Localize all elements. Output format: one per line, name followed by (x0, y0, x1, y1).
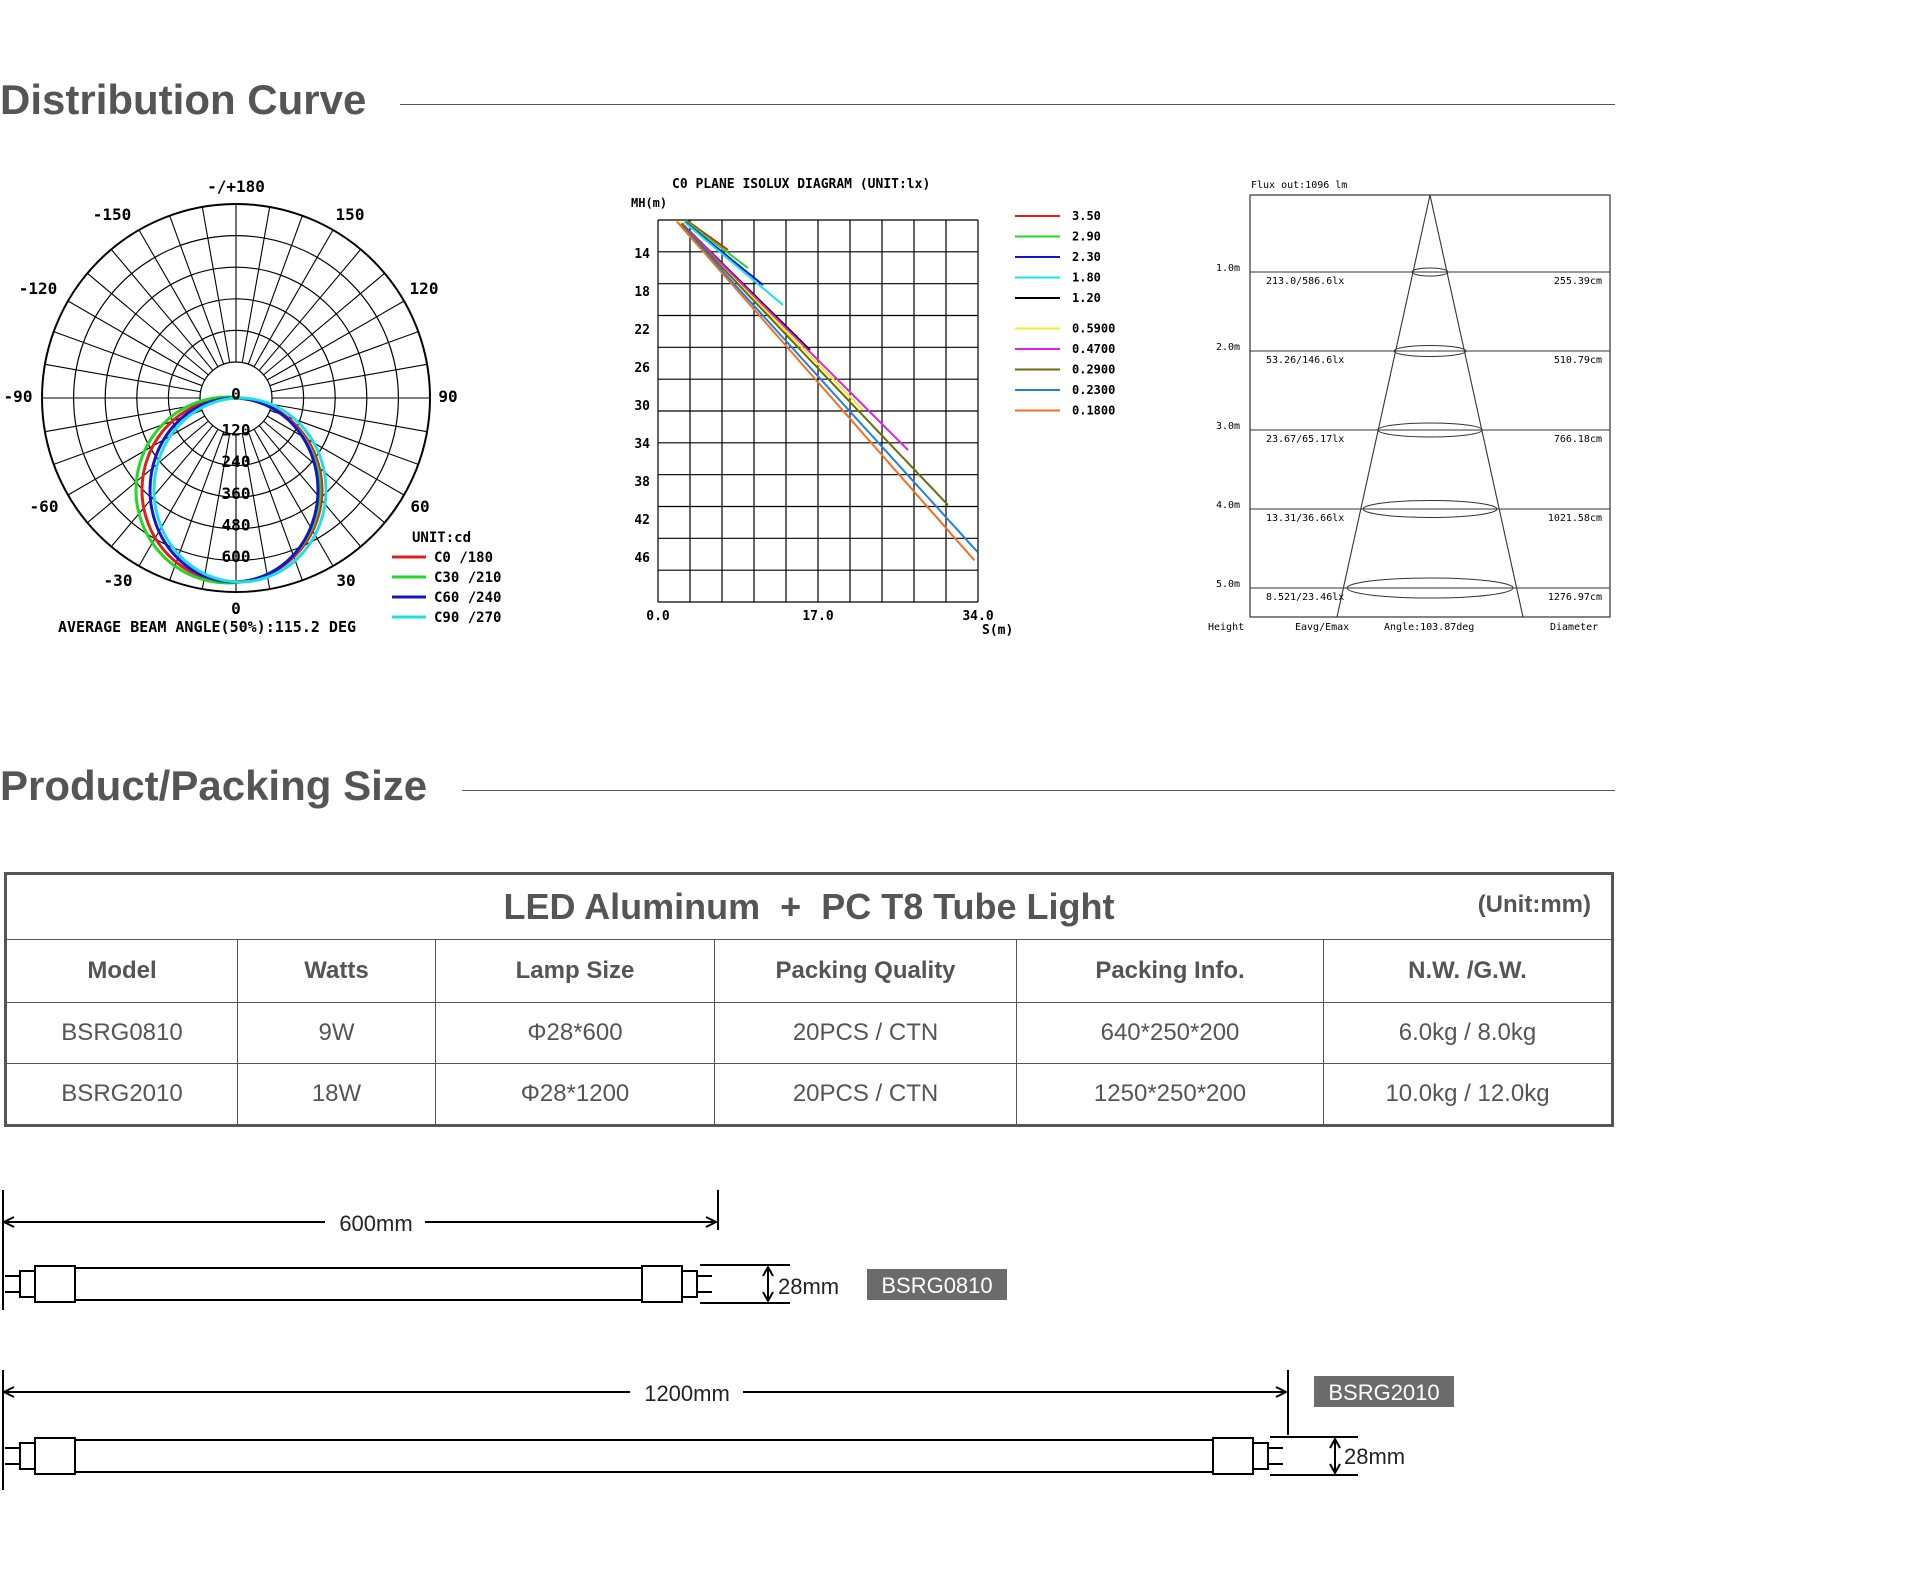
cone-height-label: 2.0m (1216, 342, 1241, 353)
polar-spoke (242, 207, 269, 363)
isolux-legend-label: 0.2300 (1072, 383, 1116, 397)
col-header-lamp-size: Lamp Size (436, 940, 715, 1003)
polar-angle-label: 0 (231, 599, 241, 618)
isolux-legend-label: 3.50 (1072, 209, 1101, 223)
cone-rows (1216, 263, 1602, 603)
polar-angle-label: 90 (438, 387, 458, 406)
table-row (6, 1064, 1613, 1126)
long-model-label: BSRG2010 (1328, 1380, 1440, 1405)
spec-table (4, 872, 1614, 1127)
polar-radial-label: 120 (221, 420, 251, 440)
cone-diameter-label: 1276.97cm (1547, 592, 1602, 603)
cone-eavg-label: 213.0/586.6lx (1266, 276, 1345, 287)
polar-spoke (54, 332, 202, 386)
polar-legend-label: C60 /240 (434, 590, 502, 606)
polar-legend-label: C30 /210 (434, 570, 502, 586)
cone-diameter-label: 510.79cm (1553, 355, 1602, 366)
polar-angle-label: 150 (335, 205, 365, 224)
isolux-y-ticks (634, 247, 650, 566)
cell-model: BSRG2010 (6, 1064, 238, 1126)
short-length-label: 600mm (339, 1211, 413, 1236)
isolux-contour-8 (684, 228, 978, 552)
polar-spoke (170, 216, 224, 364)
isolux-y-tick: 26 (634, 361, 650, 376)
cone-diameter-label: 1021.58cm (1547, 513, 1602, 524)
cell-model: BSRG0810 (6, 1003, 238, 1064)
isolux-x-tick: 0.0 (646, 609, 670, 624)
polar-angle-label: 30 (336, 571, 356, 590)
isolux-y-tick: 46 (634, 551, 650, 566)
polar-spoke (248, 216, 302, 364)
cone-height-label: 3.0m (1216, 421, 1241, 432)
cell-watts: 18W (238, 1064, 436, 1126)
long-length-label: 1200mm (644, 1381, 730, 1406)
isolux-y-tick: 42 (634, 513, 650, 528)
polar-spoke (45, 364, 201, 391)
cone-footer-angle: Angle:103.87deg (1384, 622, 1475, 633)
isolux-grid (658, 220, 978, 602)
isolux-y-tick: 14 (634, 247, 650, 262)
isolux-contour-3 (684, 222, 783, 305)
cone-height-label: 1.0m (1216, 263, 1241, 274)
section-divider (400, 104, 1615, 105)
cell-lamp-size: Φ28*600 (436, 1003, 715, 1064)
col-header-model: Model (6, 940, 238, 1003)
cone-height-label: 5.0m (1216, 579, 1241, 590)
isolux-legend-label: 0.4700 (1072, 342, 1116, 356)
isolux-legend (1015, 209, 1115, 418)
cone-edge-right (1430, 195, 1523, 617)
unit-note: (Unit:mm) (1477, 891, 1591, 918)
cell-watts: 9W (238, 1003, 436, 1064)
polar-legend-label: C0 /180 (434, 550, 494, 566)
isolux-x-tick: 34.0 (962, 609, 994, 624)
polar-legend-label: C90 /270 (434, 610, 502, 626)
isolux-legend-label: 2.30 (1072, 250, 1101, 264)
isolux-legend-label: 0.2900 (1072, 362, 1116, 377)
polar-legend (392, 550, 501, 626)
isolux-legend-label: 0.5900 (1072, 321, 1116, 336)
packing-title: Product/Packing Size (0, 762, 428, 809)
polar-radial-label: 480 (221, 515, 251, 535)
polar-angle-label: -30 (103, 571, 133, 590)
cell-weight: 10.0kg / 12.0kg (1324, 1064, 1613, 1126)
long-diameter-label: 28mm (1344, 1444, 1406, 1469)
section-divider (462, 790, 1615, 791)
polar-spoke (87, 273, 208, 375)
col-header-packing-info: Packing Info. (1017, 940, 1324, 1003)
short-diameter-label: 28mm (778, 1274, 840, 1299)
polar-angle-label: -60 (29, 497, 59, 516)
cone-diameter-label: 766.18cm (1553, 434, 1602, 445)
polar-spoke (87, 421, 208, 523)
polar-radial-label: 0 (231, 384, 241, 404)
isolux-x-tick: 17.0 (802, 609, 834, 624)
isolux-y-axis-label: MH(m) (631, 196, 668, 210)
tube-drawing-short (0, 1190, 1020, 1320)
isolux-x-axis-label: S(m) (982, 623, 1014, 638)
polar-spoke (259, 249, 361, 370)
polar-radial-label: 360 (221, 483, 251, 503)
table-title-cell (6, 874, 1613, 940)
cone-footer-diameter: Diameter (1550, 622, 1599, 633)
cell-packing-info: 640*250*200 (1017, 1003, 1324, 1064)
isolux-legend-label: 2.90 (1072, 229, 1101, 244)
polar-radial-label: 240 (221, 452, 251, 472)
cone-footer-height: Height (1208, 622, 1245, 633)
isolux-y-tick: 34 (634, 437, 650, 452)
polar-angle-label: -120 (18, 279, 58, 298)
polar-spoke (271, 364, 427, 391)
short-model-label: BSRG0810 (881, 1273, 993, 1298)
beam-angle-label: AVERAGE BEAM ANGLE(50%):115.2 DEG (58, 618, 357, 636)
col-header-packing-quality: Packing Quality (715, 940, 1017, 1003)
flux-label: Flux out:1096 lm (1251, 180, 1348, 191)
polar-angle-label: -150 (92, 205, 132, 224)
polar-angle-label: -90 (3, 387, 33, 406)
isolux-legend-label: 1.80 (1072, 270, 1101, 285)
isolux-contour-6 (684, 226, 908, 450)
cone-diameter-label: 255.39cm (1553, 276, 1602, 287)
polar-radial-label: 600 (221, 547, 251, 566)
distribution-title: Distribution Curve (0, 76, 367, 123)
cell-packing-info: 1250*250*200 (1017, 1064, 1324, 1126)
cone-diagram (1200, 170, 1630, 650)
cone-eavg-label: 13.31/36.66lx (1266, 513, 1345, 524)
polar-diagram (0, 170, 540, 650)
isolux-diagram (620, 170, 1140, 650)
polar-spoke (202, 207, 229, 363)
col-header-weight: N.W. /G.W. (1324, 940, 1613, 1003)
cone-eavg-label: 8.521/23.46lx (1266, 592, 1345, 603)
isolux-legend-label: 0.1800 (1072, 403, 1116, 418)
col-header-watts: Watts (238, 940, 436, 1003)
polar-angle-label: 120 (409, 279, 439, 298)
table-title: LED Aluminum + PC T8 Tube Light (503, 886, 1115, 927)
table-row (6, 1003, 1613, 1064)
cone-body (1250, 195, 1610, 617)
cone-edge-left (1337, 195, 1430, 617)
polar-spoke (111, 249, 213, 370)
cone-eavg-label: 53.26/146.6lx (1266, 355, 1345, 366)
isolux-title: C0 PLANE ISOLUX DIAGRAM (UNIT:lx) (672, 177, 931, 192)
isolux-y-tick: 30 (634, 399, 650, 414)
polar-spoke (264, 273, 385, 375)
isolux-y-tick: 22 (634, 323, 650, 338)
polar-angle-label: 60 (410, 497, 430, 516)
cone-height-label: 4.0m (1216, 500, 1241, 511)
cell-packing-quality: 20PCS / CTN (715, 1064, 1017, 1126)
cell-packing-quality: 20PCS / CTN (715, 1003, 1017, 1064)
isolux-legend-label: 1.20 (1072, 291, 1101, 305)
cell-lamp-size: Φ28*1200 (436, 1064, 715, 1126)
table-header-row (6, 940, 1613, 1003)
polar-angle-label: -/+180 (207, 177, 265, 196)
isolux-x-ticks (646, 609, 994, 624)
polar-spoke (270, 332, 418, 386)
tube-drawing-long (0, 1360, 1460, 1500)
cell-weight: 6.0kg / 8.0kg (1324, 1003, 1613, 1064)
cone-footer-eavg: Eavg/Emax (1295, 622, 1350, 633)
cone-eavg-label: 23.67/65.17lx (1266, 434, 1345, 445)
isolux-contour-7 (681, 224, 948, 505)
polar-unit-label: UNIT:cd (412, 530, 472, 546)
isolux-y-tick: 18 (634, 285, 650, 300)
isolux-y-tick: 38 (634, 475, 650, 490)
